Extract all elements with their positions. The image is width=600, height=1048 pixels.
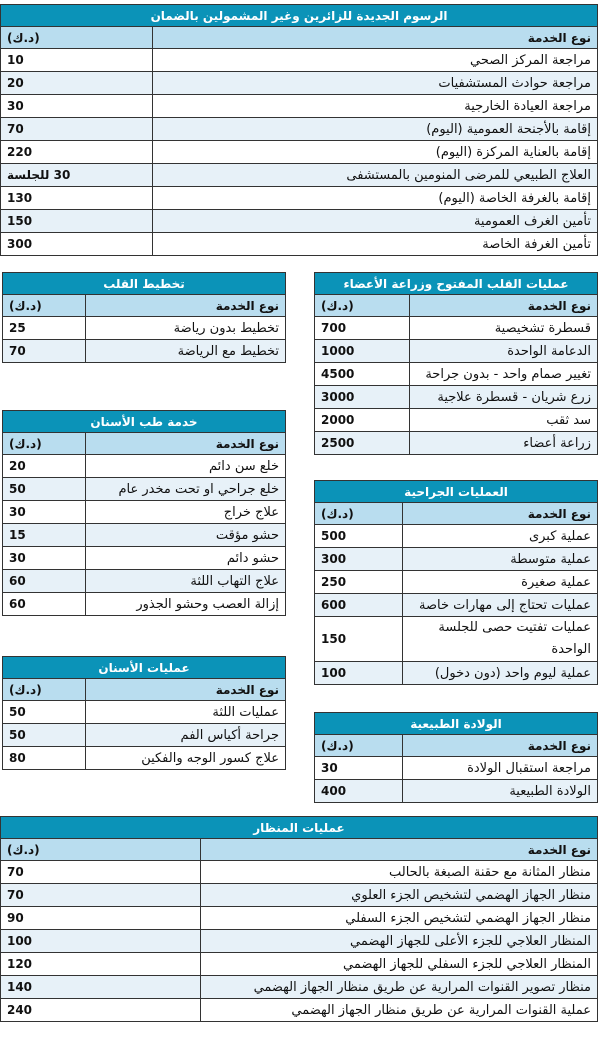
price-cell: 30: [3, 547, 86, 570]
table-row: [315, 662, 598, 685]
price-cell: 30: [3, 501, 86, 524]
table-row: [1, 233, 598, 256]
column-header-service: نوع الخدمة: [403, 503, 598, 525]
service-cell: منظار الجهاز الهضمي لتشخيص الجزء العلوي: [201, 884, 598, 907]
service-cell: علاج خراج: [86, 501, 286, 524]
table-row: [315, 409, 598, 432]
price-cell: 220: [1, 141, 153, 164]
table-row: [1, 49, 598, 72]
price-cell: 80: [3, 747, 86, 770]
table-row: [3, 478, 286, 501]
service-cell: عملية صغيرة: [403, 571, 598, 594]
column-header-service: نوع الخدمة: [153, 27, 598, 49]
price-cell: 400: [315, 780, 403, 803]
table-row: [315, 594, 598, 617]
service-cell: حشو مؤقت: [86, 524, 286, 547]
service-cell: الولادة الطبيعية: [403, 780, 598, 803]
service-cell: الدعامة الواحدة: [410, 340, 598, 363]
price-cell: 150: [1, 210, 153, 233]
service-cell: تأمين الغرف العمومية: [153, 210, 598, 233]
column-header-price: (د.ك): [315, 503, 403, 525]
table-row: [1, 72, 598, 95]
price-cell: 20: [3, 455, 86, 478]
price-cell: 70: [0, 861, 200, 884]
service-cell: عمليات تحتاج إلى مهارات خاصة: [403, 594, 598, 617]
price-cell: 70: [1, 118, 153, 141]
service-cell: تخطيط مع الرياضة: [86, 340, 286, 363]
service-cell: مراجعة حوادث المستشفيات: [153, 72, 598, 95]
table-row: [3, 593, 286, 616]
table-row: [3, 501, 286, 524]
price-cell: 250: [315, 571, 403, 594]
service-cell: إزالة العصب وحشو الجذور: [86, 593, 286, 616]
surgical-table: [314, 480, 598, 685]
column-header-price: (د.ك): [3, 433, 86, 455]
service-cell: المنظار العلاجي للجزء الأعلى للجهاز الهضمي: [201, 930, 598, 953]
service-cell: إقامة بالغرفة الخاصة (اليوم): [153, 187, 598, 210]
price-cell: 50: [3, 478, 86, 501]
dental-table: [2, 410, 286, 616]
price-cell: 140: [0, 976, 200, 999]
table-row: [0, 861, 597, 884]
table-row: [1, 210, 598, 233]
column-header-service: نوع الخدمة: [201, 839, 598, 861]
service-cell: منظار الجهاز الهضمي لتشخيص الجزء السفلي: [201, 907, 598, 930]
service-cell: مراجعة استقبال الولادة: [403, 757, 598, 780]
heart-surgery-table: [314, 272, 598, 455]
table-row: [0, 976, 597, 999]
service-cell: مراجعة المركز الصحي: [153, 49, 598, 72]
service-cell: تخطيط بدون رياضة: [86, 317, 286, 340]
table-row: [315, 617, 598, 662]
table-row: [1, 118, 598, 141]
table-row: [315, 386, 598, 409]
service-cell: علاج كسور الوجه والفكين: [86, 747, 286, 770]
service-cell: عمليات تفتيت حصى للجلسة الواحدة: [403, 617, 598, 662]
service-cell: جراحة أكياس الفم: [86, 724, 286, 747]
price-cell: 700: [315, 317, 410, 340]
column-header-service: نوع الخدمة: [403, 735, 598, 757]
price-cell: 30: [1, 95, 153, 118]
column-header-price: (د.ك): [315, 295, 410, 317]
table-title: عمليات القلب المفتوح وزراعة الأعضاء: [315, 273, 598, 295]
price-cell: 20: [1, 72, 153, 95]
table-row: [3, 747, 286, 770]
table-row: [315, 317, 598, 340]
service-cell: حشو دائم: [86, 547, 286, 570]
service-cell: العلاج الطبيعي للمرضى المنومين بالمستشفى: [153, 164, 598, 187]
price-cell: 70: [3, 340, 86, 363]
table-title: عمليات المنظار: [0, 817, 597, 839]
table-row: [315, 548, 598, 571]
table-row: [0, 930, 597, 953]
table-row: [3, 455, 286, 478]
column-header-service: نوع الخدمة: [86, 679, 286, 701]
table-row: [3, 524, 286, 547]
endoscopy-table: [0, 816, 598, 1022]
table-row: [1, 95, 598, 118]
ecg-table: [2, 272, 286, 363]
price-cell: 30: [315, 757, 403, 780]
price-cell: 240: [0, 999, 200, 1022]
price-cell: 50: [3, 724, 86, 747]
service-cell: عملية ليوم واحد (دون دخول): [403, 662, 598, 685]
column-header-service: نوع الخدمة: [86, 295, 286, 317]
table-title: العمليات الجراحية: [315, 481, 598, 503]
column-header-service: نوع الخدمة: [410, 295, 598, 317]
price-cell: 300: [315, 548, 403, 571]
price-cell: 60: [3, 570, 86, 593]
column-header-price: (د.ك): [315, 735, 403, 757]
price-cell: 100: [0, 930, 200, 953]
price-cell: 3000: [315, 386, 410, 409]
table-row: [315, 571, 598, 594]
service-cell: إقامة بالأجنحة العمومية (اليوم): [153, 118, 598, 141]
service-cell: مراجعة العيادة الخارجية: [153, 95, 598, 118]
service-cell: زراعة أعضاء: [410, 432, 598, 455]
table-row: [3, 570, 286, 593]
table-row: [0, 884, 597, 907]
service-cell: علاج التهاب اللثة: [86, 570, 286, 593]
table-row: [315, 340, 598, 363]
table-row: [3, 547, 286, 570]
column-header-price: (د.ك): [0, 839, 200, 861]
table-row: [0, 907, 597, 930]
column-header-price: (د.ك): [3, 679, 86, 701]
childbirth-table: [314, 712, 598, 803]
table-row: [315, 432, 598, 455]
price-cell: 1000: [315, 340, 410, 363]
price-cell: 4500: [315, 363, 410, 386]
column-header-price: (د.ك): [3, 295, 86, 317]
price-cell: 10: [1, 49, 153, 72]
price-cell: 100: [315, 662, 403, 685]
service-cell: إقامة بالعناية المركزة (اليوم): [153, 141, 598, 164]
table-row: [1, 141, 598, 164]
table-row: [3, 340, 286, 363]
table-row: [1, 187, 598, 210]
service-cell: خلع جراحي او تحت مخدر عام: [86, 478, 286, 501]
table-row: [1, 164, 598, 187]
price-cell: 25: [3, 317, 86, 340]
dental-ops-table: [2, 656, 286, 770]
price-cell: 130: [1, 187, 153, 210]
service-cell: منظار المثانة مع حقنة الصبغة بالحالب: [201, 861, 598, 884]
price-cell: 50: [3, 701, 86, 724]
price-cell: 60: [3, 593, 86, 616]
service-cell: عملية كبرى: [403, 525, 598, 548]
table-title: عمليات الأسنان: [3, 657, 286, 679]
service-cell: قسطرة تشخيصية: [410, 317, 598, 340]
table-row: [315, 780, 598, 803]
price-cell: 90: [0, 907, 200, 930]
price-cell: 300: [1, 233, 153, 256]
price-cell: 70: [0, 884, 200, 907]
price-cell: 2500: [315, 432, 410, 455]
table-row: [3, 701, 286, 724]
table-row: [315, 363, 598, 386]
price-cell: 30 للجلسة: [1, 164, 153, 187]
price-cell: 15: [3, 524, 86, 547]
service-cell: عمليات اللثة: [86, 701, 286, 724]
price-cell: 2000: [315, 409, 410, 432]
service-cell: سد ثقب: [410, 409, 598, 432]
service-cell: عملية القنوات المرارية عن طريق منظار الجهاز الهضمي: [201, 999, 598, 1022]
service-cell: خلع سن دائم: [86, 455, 286, 478]
service-cell: المنظار العلاجي للجزء السفلي للجهاز الهضمي: [201, 953, 598, 976]
service-cell: عملية متوسطة: [403, 548, 598, 571]
table-row: [315, 757, 598, 780]
service-cell: تغيير صمام واحد - بدون جراحة: [410, 363, 598, 386]
price-cell: 500: [315, 525, 403, 548]
table-row: [315, 525, 598, 548]
price-cell: 120: [0, 953, 200, 976]
column-header-service: نوع الخدمة: [86, 433, 286, 455]
table-title: خدمة طب الأسنان: [3, 411, 286, 433]
main-fees-table: [0, 4, 598, 256]
table-row: [0, 953, 597, 976]
service-cell: تأمين الغرفة الخاصة: [153, 233, 598, 256]
service-cell: منظار تصوير القنوات المرارية عن طريق منظار الجهاز الهضمي: [201, 976, 598, 999]
table-title: تخطيط القلب: [3, 273, 286, 295]
table-row: [3, 317, 286, 340]
column-header-price: (د.ك): [1, 27, 153, 49]
table-title: الولادة الطبيعية: [315, 713, 598, 735]
table-row: [3, 724, 286, 747]
table-row: [0, 999, 597, 1022]
table-title: الرسوم الجديدة للزائرين وغير المشمولين بالضمان: [1, 5, 598, 27]
service-cell: زرع شريان - قسطرة علاجية: [410, 386, 598, 409]
price-cell: 600: [315, 594, 403, 617]
price-cell: 150: [315, 617, 403, 662]
